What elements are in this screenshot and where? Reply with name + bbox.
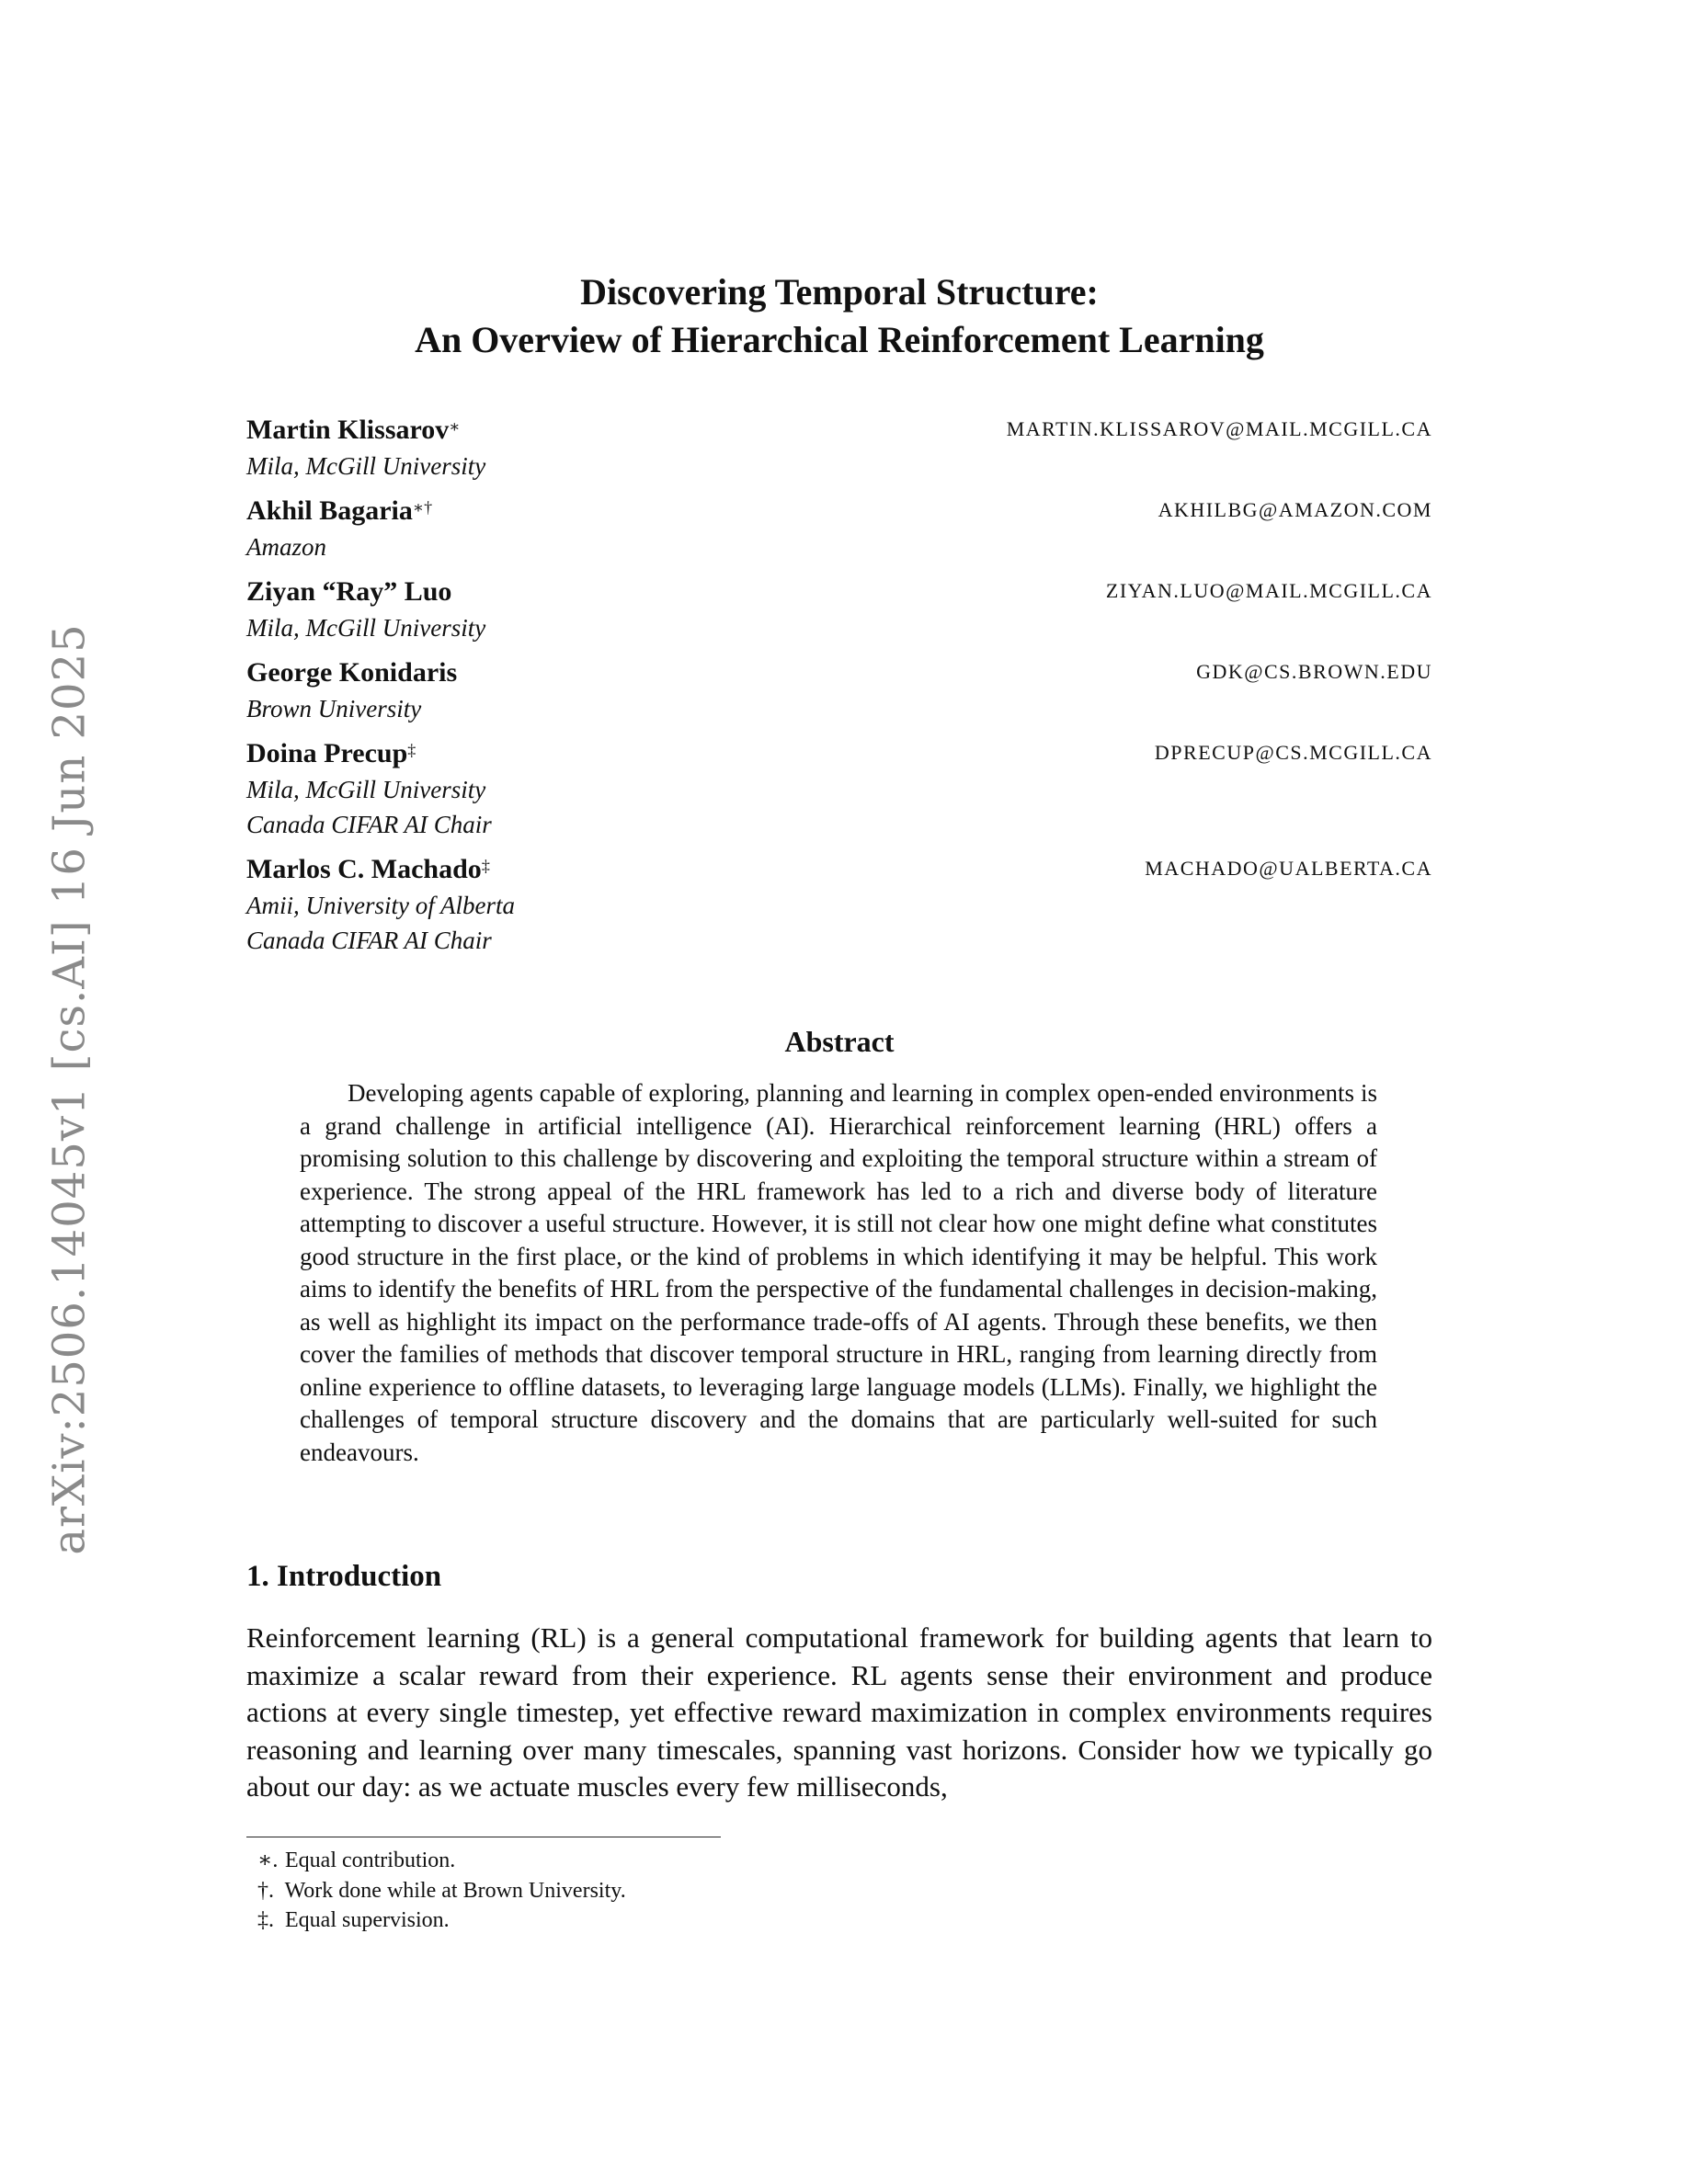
author-affiliation: Mila, McGill University [246, 776, 486, 803]
author-footnote-marks: ‡ [407, 741, 416, 759]
section-heading-introduction: 1. Introduction [246, 1560, 442, 1593]
author-affiliation: Mila, McGill University [246, 452, 486, 480]
author-entry [246, 493, 1432, 564]
abstract-heading: Abstract [784, 1025, 895, 1058]
author-entry [246, 735, 1432, 842]
author-email: GDK@CS.BROWN.EDU [1196, 660, 1432, 683]
author-entry [246, 851, 1432, 958]
author-email: AKHILBG@AMAZON.COM [1158, 498, 1432, 521]
footnote-text: Work done while at Brown University. [284, 1878, 626, 1903]
footnote-text: Equal supervision. [285, 1908, 450, 1932]
author-email: MACHADO@UALBERTA.CA [1145, 857, 1432, 880]
author-name: Ziyan “Ray” Luo [246, 576, 452, 607]
author-list [246, 412, 1432, 967]
abstract-text: Developing agents capable of exploring, planning and learning in complex open-ended environments is a grand challenge in artificial intelligence (AI). Hierarchical reinforcement learning (HRL) offers a promising solution to this challenge by discovering and exploiting the temporal structure within a stream of experience. The strong appeal of the HRL framework has led to a rich and diverse body of literature attempting to discover a useful structure. However, it is still not clear how one might define what constitutes good structure in the first place, or the kind of problems in which identifying it may be helpful. This work aims to identify the benefits of HRL from the perspective of the fundamental challenges in decision-making, as well as highlight its impact on the performance trade-offs of AI agents. Through these benefits, we then cover the families of methods that discover temporal structure in HRL, ranging from learning directly from online experience to offline datasets, to leveraging large language models (LLMs). Finally, we highlight the challenges of temporal structure discovery and the domains that are particularly well-suited for such endeavours. [300, 1079, 1377, 1466]
author-footnote-marks: ∗† [412, 498, 433, 517]
author-email: MARTIN.KLISSAROV@MAIL.MCGILL.CA [1006, 417, 1432, 440]
footnote [257, 1876, 626, 1906]
author-entry [246, 574, 1432, 645]
author-affiliation: Canada CIFAR AI Chair [246, 811, 492, 838]
author-affiliation: Amazon [246, 533, 326, 561]
author-affiliation: Brown University [246, 695, 422, 722]
author-entry [246, 654, 1432, 726]
arxiv-sidebar-stamp [37, 616, 103, 1563]
author-affiliation: Mila, McGill University [246, 614, 486, 642]
footnote-mark: ‡. [257, 1908, 274, 1932]
introduction-text: Reinforcement learning (RL) is a general computational framework for building agents that learn to maximize a scalar reward from their experience. RL agents sense their environment and produce actions at every single timestep, yet effective reward maximization in complex environments requires reasoning and learning over many timescales, spanning vast horizons. Consider how we typically go about our day: as we actuate muscles every few milliseconds, [246, 1621, 1432, 1803]
author-affiliation: Amii, University of Alberta [246, 892, 515, 919]
paper-title [246, 268, 1432, 364]
author-email: DPRECUP@CS.MCGILL.CA [1154, 741, 1432, 764]
author-name: Doina Precup‡ [246, 738, 416, 768]
author-email: ZIYAN.LUO@MAIL.MCGILL.CA [1105, 579, 1432, 602]
footnote-mark: †. [257, 1878, 274, 1903]
arxiv-identifier: arXiv:2506.14045v1 [cs.AI] 16 Jun 2025 [44, 623, 97, 1555]
footnote-text: Equal contribution. [285, 1848, 456, 1872]
author-footnote-marks: ∗ [449, 417, 461, 436]
footnotes [257, 1846, 626, 1936]
author-affiliation: Canada CIFAR AI Chair [246, 927, 492, 954]
title-line-1: Discovering Temporal Structure: [580, 271, 1099, 313]
author-name: George Konidaris [246, 657, 458, 688]
author-entry [246, 412, 1432, 483]
author-name: Marlos C. Machado‡ [246, 854, 490, 884]
title-line-2: An Overview of Hierarchical Reinforcement Learning [415, 319, 1264, 360]
author-name: Akhil Bagaria∗† [246, 495, 433, 526]
author-name: Martin Klissarov∗ [246, 415, 461, 445]
author-footnote-marks: ‡ [481, 857, 490, 875]
footnote [257, 1905, 626, 1936]
footnote [257, 1846, 626, 1876]
footnote-mark: ∗. [257, 1848, 279, 1872]
